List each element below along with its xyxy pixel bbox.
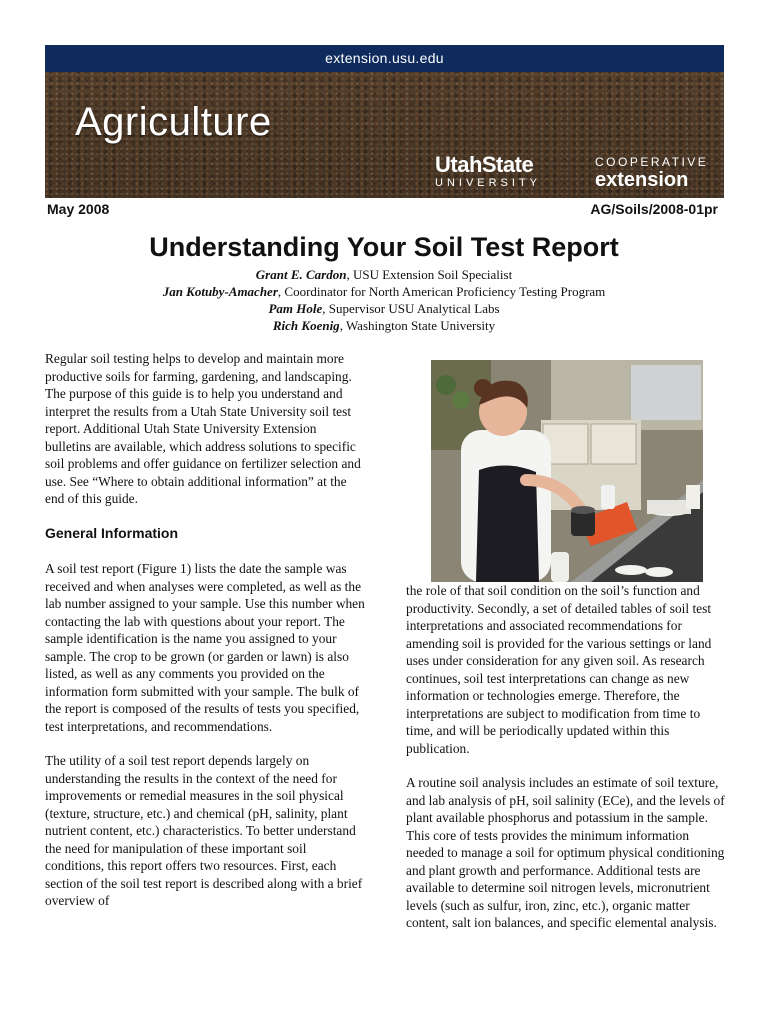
- author-list: [0, 266, 768, 334]
- usu-logo-text: UtahState: [435, 152, 534, 177]
- extension-logo-text: extension: [595, 169, 689, 191]
- author-line: [0, 317, 768, 334]
- section-heading: General Information: [45, 524, 179, 541]
- author-role: , USU Extension Soil Specialist: [346, 267, 513, 282]
- body-paragraph: A routine soil analysis includes an estimate of soil texture, and lab analysis of pH, soil salinity (ECe), and the levels of plant available phosphorus and potassium in the sample. This core of tests provides the minimum information needed to manage a soil for optimum physical conditioning and plant growth and performance. Additional tests are available to determine soil nitrogen levels, micronutrient levels (such as sulfur, iron, zinc, etc.), organic matter content, salt ion balances, and specific elemental analysis.: [406, 775, 725, 930]
- author-line: [0, 266, 768, 283]
- lab-photo-illustration: [431, 360, 703, 582]
- left-column: [45, 350, 365, 927]
- body-paragraph: the role of that soil condition on the soil’s function and productivity. Secondly, a set of detailed tables of soil test interpretations and associated recommendations for amending soil is provided for the various settings or land uses under consideration for any given soil. As research continues, soil test interpretations can change as new information or technologies emerge. Therefore, the interpretations are subject to modification from time to time, and will be periodically updated within this publication.: [406, 583, 712, 756]
- author-line: [0, 300, 768, 317]
- usu-logo-subtext: UNIVERSITY: [435, 177, 542, 189]
- author-role: , Supervisor USU Analytical Labs: [322, 301, 500, 316]
- website-url[interactable]: extension.usu.edu: [45, 45, 724, 72]
- header-banner: [45, 45, 724, 198]
- extension-logo: [595, 155, 708, 191]
- body-paragraph: A soil test report (Figure 1) lists the date the sample was received and when analyses were completed, as well as the lab number assigned to your sample. Use this number when contacting the lab with questions about your report. The sample identification is the name you assigned to your sample. The crop to be grown (or garden or lawn) is also listed, as well as any comments you provided on the information form submitted with your sample. The bulk of the report is composed of the results of tests you specified, test interpretations, and recommendations.: [45, 561, 365, 734]
- right-column: [406, 582, 726, 949]
- publication-code: AG/Soils/2008-01pr: [590, 201, 718, 217]
- document-title: Understanding Your Soil Test Report: [149, 232, 619, 262]
- author-role: , Coordinator for North American Proficiency Testing Program: [277, 284, 606, 299]
- author-name: Grant E. Cardon: [255, 267, 347, 282]
- banner-title: Agriculture: [75, 100, 272, 144]
- extension-logo-subtext: COOPERATIVE: [595, 155, 709, 169]
- body-paragraph: The utility of a soil test report depends largely on understanding the results in the context of the need for improvements or remedial measures in the soil physical (texture, structure, etc.) and chemical (pH, salinity, plant nutrient content, etc.) characteristics. To better understand the need for manipulation of these important soil conditions, this report offers two resources. First, each section of the soil test report is described along with a brief overview of: [45, 753, 363, 908]
- lab-technician-photo: [431, 360, 703, 582]
- author-name: Jan Kotuby-Amacher: [162, 284, 278, 299]
- usu-logo: [435, 153, 541, 189]
- author-name: Rich Koenig: [272, 318, 340, 333]
- author-line: [0, 283, 768, 300]
- author-role: , Washington State University: [339, 318, 496, 333]
- publication-date: May 2008: [47, 201, 110, 217]
- intro-paragraph: Regular soil testing helps to develop and maintain more productive soils for farming, gardening, and landscaping. The purpose of this guide is to help you understand and interpret the results from a Utah State University soil test report. Additional Utah State University Extension bulletins are available, which address solutions to specific soil problems and offer guidance on fertilizer selection and use. See “Where to obtain additional information” at the end of this guide.: [45, 351, 361, 506]
- author-name: Pam Hole: [268, 301, 323, 316]
